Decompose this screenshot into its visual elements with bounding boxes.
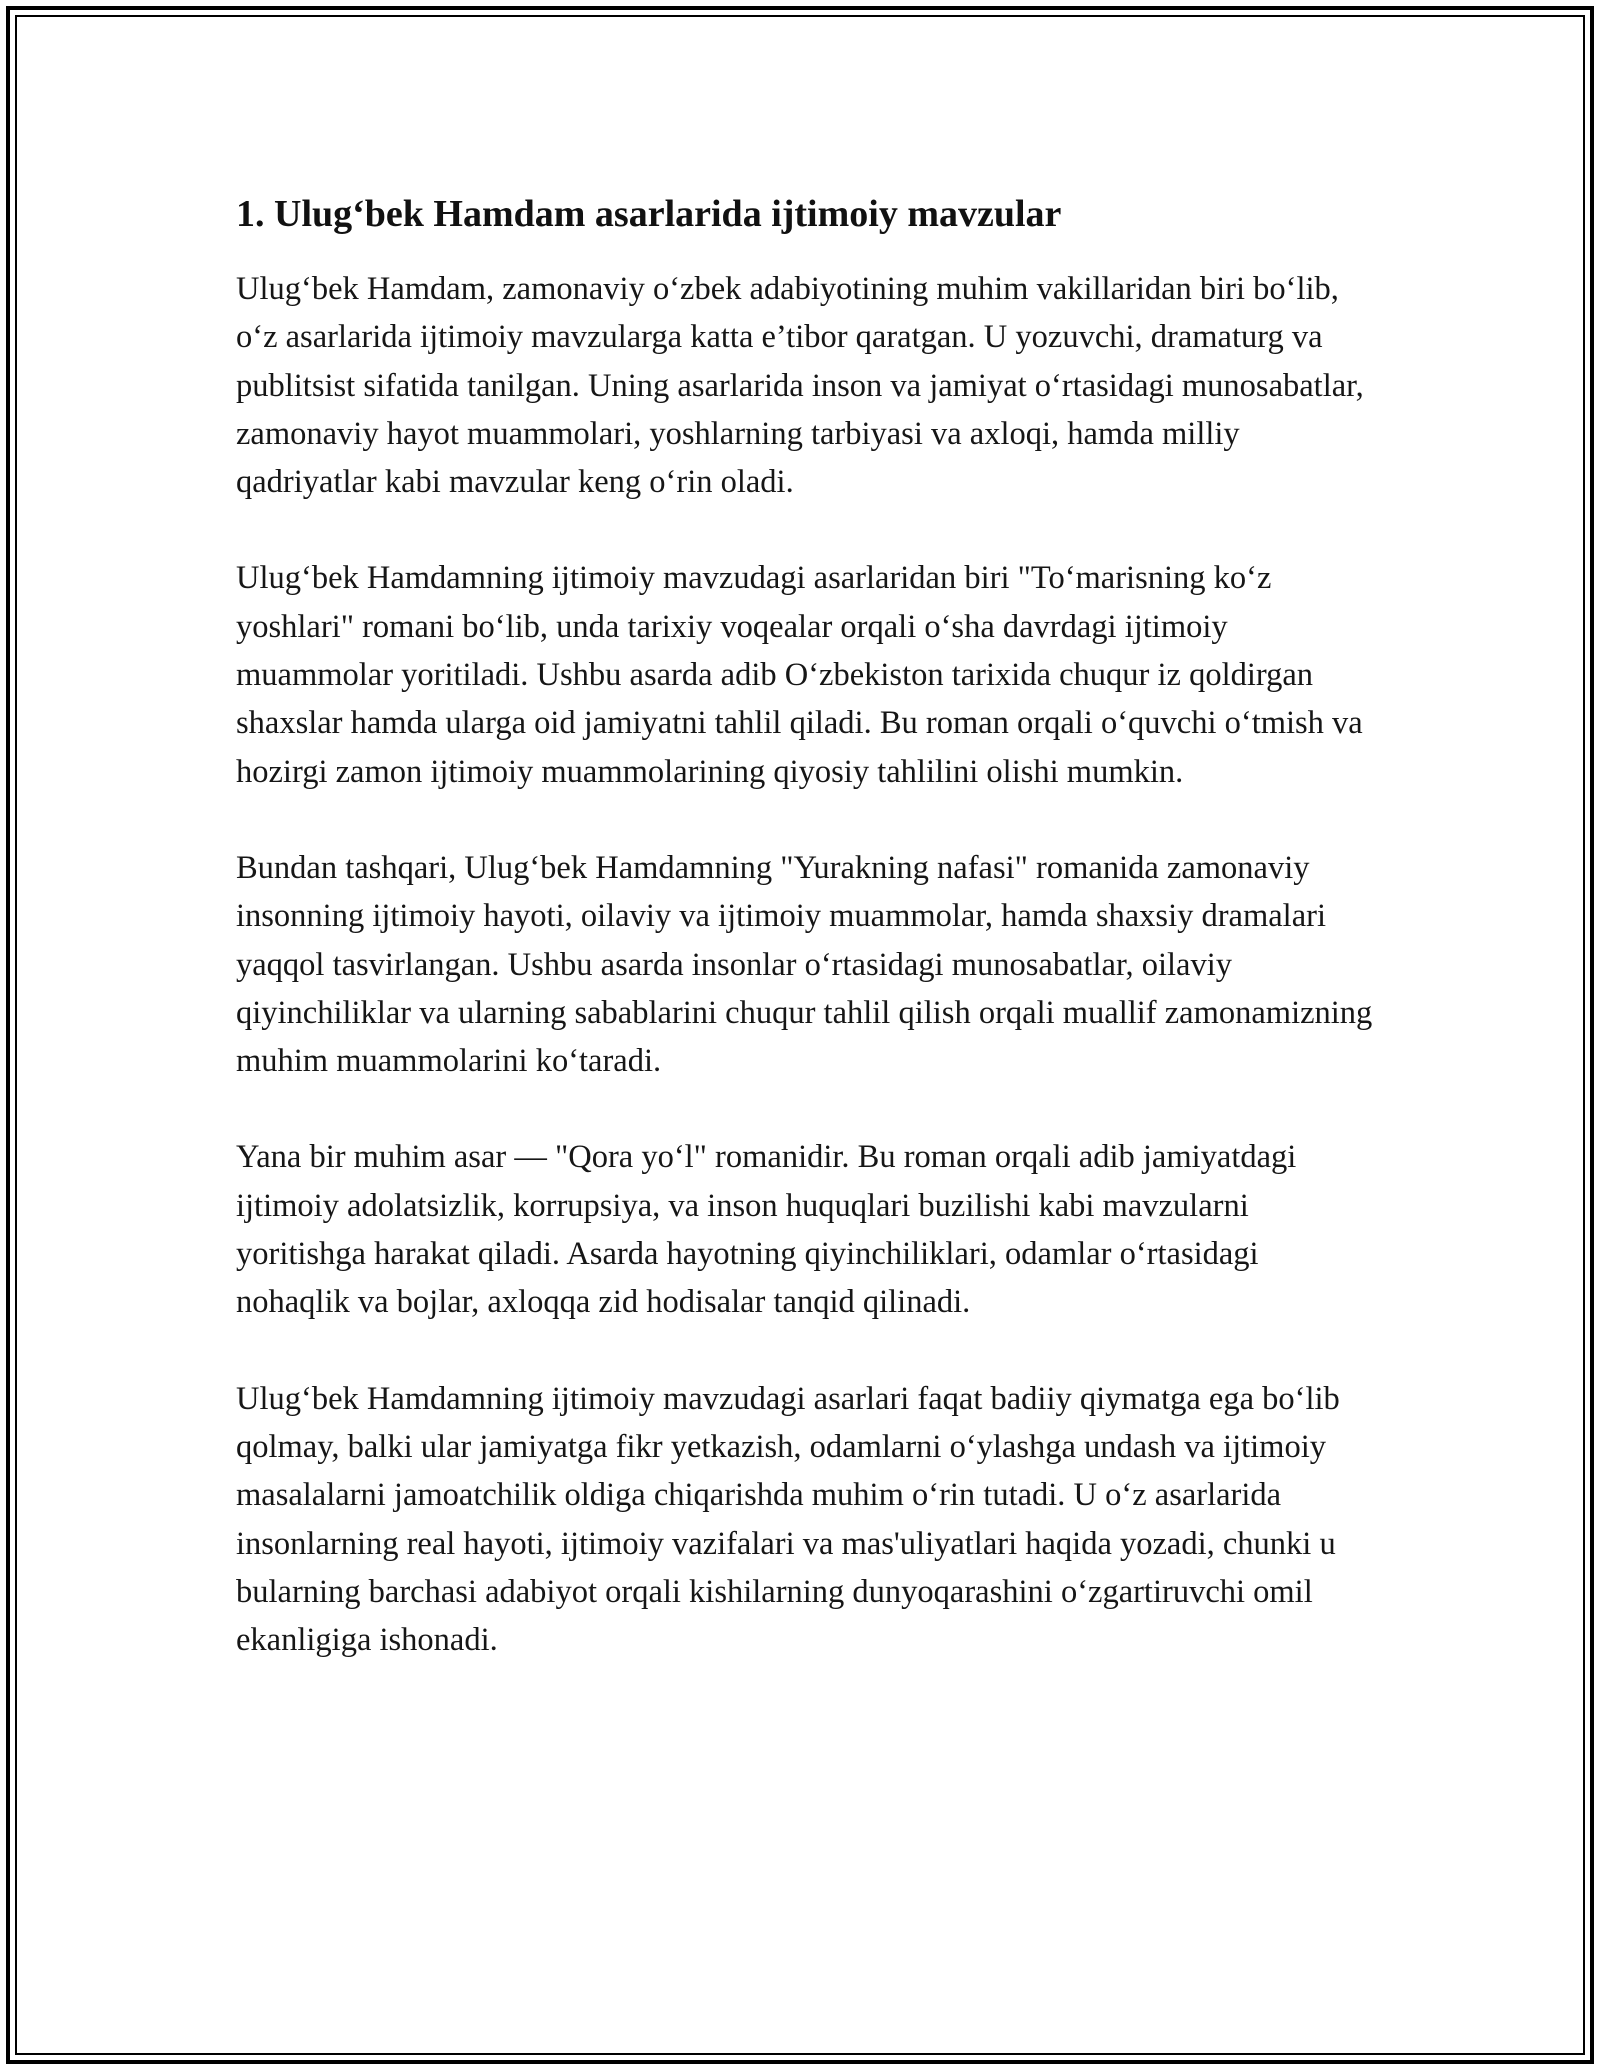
section-heading: 1. Ulug‘bek Hamdam asarlarida ijtimoiy mavzular: [236, 193, 1062, 235]
paragraph-conclusion: Ulug‘bek Hamdamning ijtimoiy mavzudagi asarlari faqat badiiy qiymatga ega bo‘lib qolmay, balki ular jamiyatga fikr yetkazish, odamlarni o‘ylashga undash va ijtimoiy masalalarni jamoatchilik oldiga chiqarishda muhim o‘rin tutadi. U o‘z asarlarida insonlarning real hayoti, ijtimoiy vazifalari va mas'uliyatlari haqida yozadi, chunki u bularning barchasi adabiyot orqali kishilarning dunyoqarashini o‘zgartiruvchi omil ekanligiga ishonadi.: [236, 1380, 1340, 1659]
paragraph-tomaris: Ulug‘bek Hamdamning ijtimoiy mavzudagi asarlaridan biri "To‘marisning ko‘z yoshlari" romani bo‘lib, unda tarixiy voqealar orqali o‘sha davrdagi ijtimoiy muammolar yoritiladi. Ushbu asarda adib O‘zbekiston tarixida chuqur iz qoldirgan shaxslar hamda ularga oid jamiyatni tahlil qiladi. Bu roman orqali o‘quvchi o‘tmish va hozirgi zamon ijtimoiy muammolarining qiyosiy tahlilini olishi mumkin.: [236, 560, 1363, 790]
paragraph-intro: Ulug‘bek Hamdam, zamonaviy o‘zbek adabiyotining muhim vakillaridan biri bo‘lib, o‘z asarlarida ijtimoiy mavzularga katta e’tibor qaratgan. U yozuvchi, dramaturg va publitsist sifatida tanilgan. Uning asarlarida inson va jamiyat o‘rtasidagi munosabatlar, zamonaviy hayot muammolari, yoshlarning tarbiyasi va axloqi, hamda milliy qadriyatlar kabi mavzular keng o‘rin oladi.: [236, 271, 1364, 501]
paragraph-qora-yol: Yana bir muhim asar — "Qora yo‘l" romanidir. Bu roman orqali adib jamiyatdagi ijtimoiy adolatsizlik, korrupsiya, va inson huquqlari buzilishi kabi mavzularni yoritishga harakat qiladi. Asarda hayotning qiyinchiliklari, odamlar o‘rtasidagi nohaqlik va bojlar, axloqqa zid hodisalar tanqid qilinadi.: [236, 1139, 1297, 1321]
paragraph-yurakning-nafasi: Bundan tashqari, Ulug‘bek Hamdamning "Yurakning nafasi" romanida zamonaviy insonning ijtimoiy hayoti, oilaviy va ijtimoiy muammolar, hamda shaxsiy dramalari yaqqol tasvirlangan. Ushbu asarda insonlar o‘rtasidagi munosabatlar, oilaviy qiyinchiliklar va ularning sabablarini chuqur tahlil qilish orqali muallif zamonamizning muhim muammolarini ko‘taradi.: [236, 849, 1373, 1080]
document-body: [236, 185, 1376, 1712]
